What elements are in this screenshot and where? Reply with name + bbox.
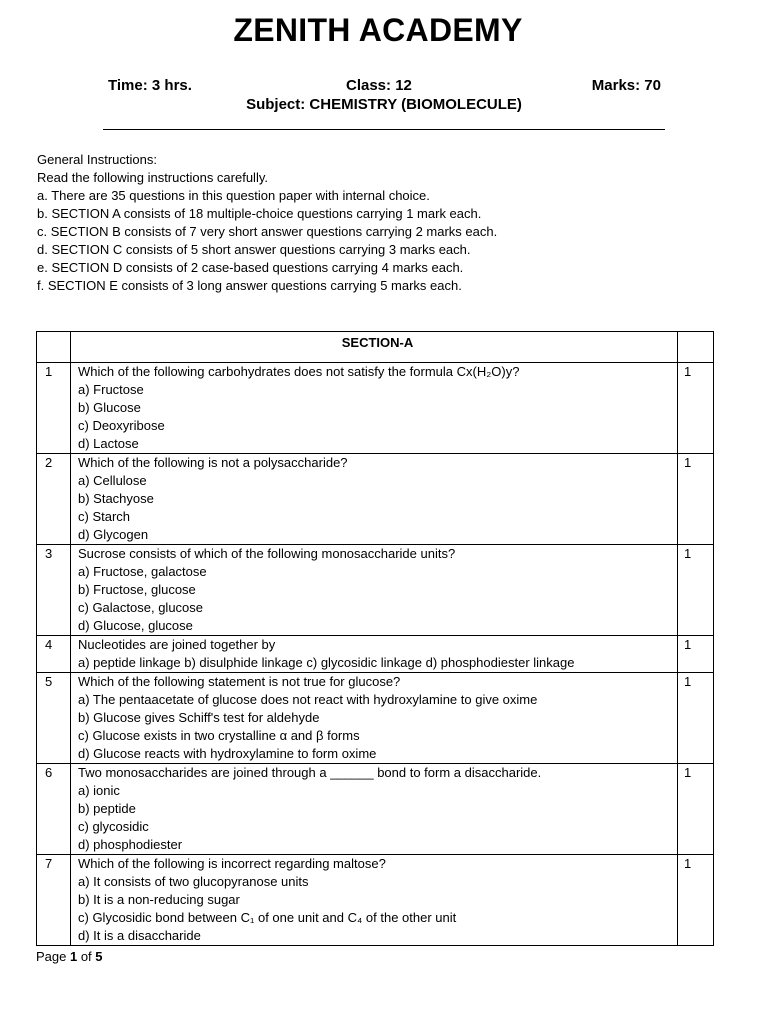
question-marks: 1 xyxy=(678,764,714,855)
section-header-row xyxy=(37,332,714,363)
question-number: 3 xyxy=(37,545,71,636)
instruction-line: d. SECTION C consists of 5 short answer questions carrying 3 marks each. xyxy=(37,242,471,257)
question-option: d) It is a disaccharide xyxy=(78,928,201,943)
footer-total-pages: 5 xyxy=(95,949,103,964)
instruction-line: e. SECTION D consists of 2 case-based questions carrying 4 marks each. xyxy=(37,260,464,275)
question-option: a) Fructose, galactose xyxy=(78,564,207,579)
instruction-line: a. There are 35 questions in this question paper with internal choice. xyxy=(37,188,430,203)
question-text-cell xyxy=(71,855,678,946)
question-marks: 1 xyxy=(678,454,714,545)
question-row xyxy=(37,454,714,545)
section-title: SECTION-A xyxy=(71,332,678,363)
question-option: a) It consists of two glucopyranose units xyxy=(78,874,309,889)
question-option: d) Glucose reacts with hydroxylamine to form oxime xyxy=(78,746,377,761)
question-option: c) Deoxyribose xyxy=(78,418,165,433)
question-stem: Which of the following carbohydrates does not satisfy the formula Cx(H₂O)y? xyxy=(78,364,520,379)
footer-current-page: 1 xyxy=(69,949,78,964)
question-number: 4 xyxy=(37,636,71,673)
question-marks: 1 xyxy=(678,673,714,764)
question-row xyxy=(37,673,714,764)
question-stem: Sucrose consists of which of the following monosaccharide units? xyxy=(78,546,456,561)
exam-marks: Marks: 70 xyxy=(591,77,661,94)
question-text-cell xyxy=(71,454,678,545)
instruction-line: f. SECTION E consists of 3 long answer questions carrying 5 marks each. xyxy=(37,278,462,293)
question-number: 1 xyxy=(37,363,71,454)
question-number: 6 xyxy=(37,764,71,855)
footer-middle: of xyxy=(77,949,96,964)
question-option: c) Starch xyxy=(78,509,131,524)
question-row xyxy=(37,545,714,636)
section-header-marks-cell xyxy=(678,332,714,363)
question-stem: Which of the following statement is not true for glucose? xyxy=(78,674,401,689)
question-number: 7 xyxy=(37,855,71,946)
question-stem: Which of the following is not a polysaccharide? xyxy=(78,455,348,470)
footer-prefix: Page xyxy=(36,949,70,964)
question-option: a) Fructose xyxy=(78,382,144,397)
question-number: 5 xyxy=(37,673,71,764)
question-text-cell xyxy=(71,636,678,673)
question-option: d) Glucose, glucose xyxy=(78,618,193,633)
question-option: c) glycosidic xyxy=(78,819,149,834)
question-option: b) Stachyose xyxy=(78,491,154,506)
question-option: a) peptide linkage b) disulphide linkage c) glycosidic linkage d) phosphodiester linkage xyxy=(78,655,575,670)
question-option: c) Glucose exists in two crystalline α and β forms xyxy=(78,728,360,743)
question-row xyxy=(37,764,714,855)
exam-meta-row xyxy=(108,77,661,97)
instruction-line: Read the following instructions carefully. xyxy=(37,170,268,185)
question-marks: 1 xyxy=(678,636,714,673)
question-text-cell xyxy=(71,764,678,855)
general-instructions xyxy=(37,151,737,295)
question-option: c) Galactose, glucose xyxy=(78,600,204,615)
exam-class: Class: 12 xyxy=(346,77,412,94)
question-option: a) Cellulose xyxy=(78,473,147,488)
instruction-line: c. SECTION B consists of 7 very short answer questions carrying 2 marks each. xyxy=(37,224,498,239)
question-table xyxy=(36,331,714,946)
question-row xyxy=(37,363,714,454)
question-option: c) Glycosidic bond between C₁ of one unit and C₄ of the other unit xyxy=(78,910,457,925)
question-marks: 1 xyxy=(678,855,714,946)
header-divider xyxy=(103,129,665,130)
question-option: a) ionic xyxy=(78,783,120,798)
question-marks: 1 xyxy=(678,545,714,636)
question-row xyxy=(37,636,714,673)
instructions-heading: General Instructions: xyxy=(37,152,157,167)
question-option: b) Glucose gives Schiff's test for aldehyde xyxy=(78,710,320,725)
exam-subject: Subject: CHEMISTRY (BIOMOLECULE) xyxy=(246,96,522,113)
question-option: a) The pentaacetate of glucose does not react with hydroxylamine to give oxime xyxy=(78,692,538,707)
question-option: d) Glycogen xyxy=(78,527,149,542)
page-title: ZENITH ACADEMY xyxy=(233,12,523,48)
question-option: b) peptide xyxy=(78,801,136,816)
question-text-cell xyxy=(71,363,678,454)
question-marks: 1 xyxy=(678,363,714,454)
section-header-num-cell xyxy=(37,332,71,363)
question-text-cell xyxy=(71,673,678,764)
question-number: 2 xyxy=(37,454,71,545)
question-stem: Two monosaccharides are joined through a ______ bond to form a disaccharide. xyxy=(78,765,542,780)
question-option: d) phosphodiester xyxy=(78,837,183,852)
question-text-cell xyxy=(71,545,678,636)
question-option: b) Glucose xyxy=(78,400,141,415)
question-option: b) It is a non-reducing sugar xyxy=(78,892,240,907)
question-option: b) Fructose, glucose xyxy=(78,582,196,597)
page-footer xyxy=(36,949,103,964)
question-row xyxy=(37,855,714,946)
question-option: d) Lactose xyxy=(78,436,139,451)
exam-time: Time: 3 hrs. xyxy=(108,77,192,94)
instruction-line: b. SECTION A consists of 18 multiple-choice questions carrying 1 mark each. xyxy=(37,206,482,221)
question-stem: Which of the following is incorrect regarding maltose? xyxy=(78,856,386,871)
question-stem: Nucleotides are joined together by xyxy=(78,637,276,652)
